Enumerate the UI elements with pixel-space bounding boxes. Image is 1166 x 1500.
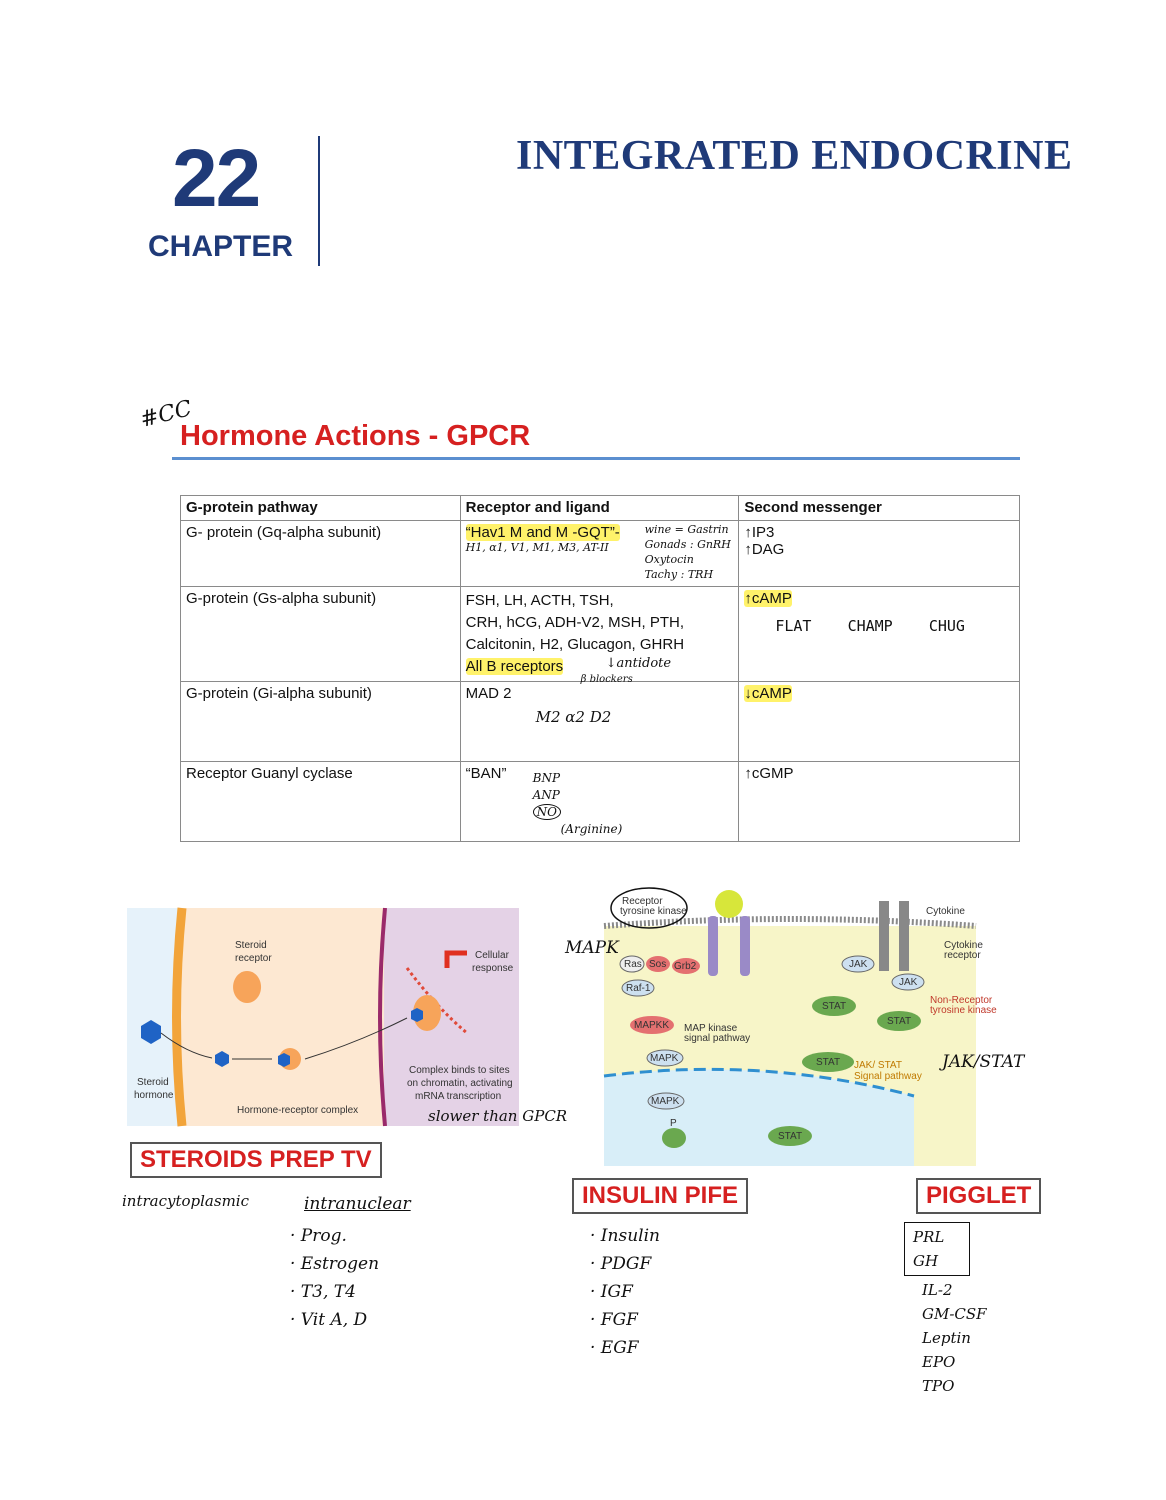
list-item: · T3, T4 xyxy=(290,1282,356,1302)
fig-label: MAPK xyxy=(650,1053,679,1064)
pathway-cell: G-protein (Gi-alpha subunit) xyxy=(181,682,461,762)
fig-label: JAK/ STAT xyxy=(854,1060,902,1071)
list-item: GH xyxy=(913,1252,939,1270)
note: ANP xyxy=(532,788,560,802)
side-note: Oxytocin xyxy=(644,553,694,566)
fig-label: STAT xyxy=(816,1057,841,1068)
ligand-text: “Hav1 M and M -GQT”- xyxy=(465,524,620,541)
messenger-cell xyxy=(739,682,1020,762)
messenger: ↓cAMP xyxy=(744,685,792,702)
ligand-cell xyxy=(460,682,739,762)
steroid-note: slower than GPCR xyxy=(428,1107,568,1125)
fig-label: Ras xyxy=(624,959,642,970)
gpcr-table xyxy=(180,495,1020,842)
fig-label: tyrosine kinase xyxy=(930,1005,997,1016)
table-header-row xyxy=(181,496,1020,521)
pigglet-box: PIGGLET xyxy=(916,1178,1041,1214)
fig-label: Steroid xyxy=(235,940,267,951)
fig-label: Complex binds to sites xyxy=(409,1065,510,1076)
ligand-note: H1, α1, V1, M1, M3, AT-II xyxy=(465,541,609,554)
table-row xyxy=(181,587,1020,682)
ligand-line: Calcitonin, H2, Glucagon, GHRH xyxy=(465,636,685,653)
ligand-cell xyxy=(460,587,739,685)
ligand-text: MAD 2 xyxy=(465,685,512,702)
sub-left: intracytoplasmic xyxy=(122,1192,249,1210)
col-header: G-protein pathway xyxy=(181,496,461,521)
fig-label: STAT xyxy=(822,1001,847,1012)
fig-label: receptor xyxy=(235,953,272,964)
mnemonic: FLAT xyxy=(775,617,812,635)
fig-label: on chromatin, activating xyxy=(407,1078,513,1089)
fig-label: JAK xyxy=(899,977,918,988)
fig-label: STAT xyxy=(887,1016,912,1027)
ligand-line: FSH, LH, ACTH, TSH, xyxy=(465,592,614,609)
section-mark: #CC xyxy=(137,396,195,433)
col-header: Receptor and ligand xyxy=(460,496,739,521)
ligand-note: M2 α2 D2 xyxy=(535,708,612,726)
list-item: · IGF xyxy=(590,1282,633,1302)
ligand-cell xyxy=(460,762,739,842)
list-item: · Prog. xyxy=(290,1226,347,1246)
list-item: PRL xyxy=(913,1228,945,1246)
messenger-cell: ↑cGMP xyxy=(739,762,1020,842)
ligand-line: CRH, hCG, ADH-V2, MSH, PTH, xyxy=(465,614,684,631)
list-item: EPO xyxy=(922,1353,956,1371)
fig-label: Signal pathway xyxy=(854,1071,922,1082)
list-item: · FGF xyxy=(590,1310,638,1330)
chapter-title: INTEGRATED ENDOCRINE xyxy=(516,133,1073,179)
fig-label: Non-Receptor xyxy=(930,995,993,1006)
fig-label: MAP kinase xyxy=(684,1023,738,1034)
list-item: · Insulin xyxy=(590,1226,660,1246)
note: NO xyxy=(533,804,561,820)
fig-label: Cytokine xyxy=(926,906,965,917)
list-item: GM-CSF xyxy=(922,1305,987,1323)
chapter-label: CHAPTER xyxy=(148,230,294,263)
pathway-cell: G-protein (Gs-alpha subunit) xyxy=(181,587,461,682)
mapk-note: MAPK xyxy=(565,938,619,958)
fig-label: Receptor xyxy=(622,896,663,907)
fig-label: mRNA transcription xyxy=(415,1091,502,1102)
jakstat-note: JAK/STAT xyxy=(942,1052,1025,1072)
steroid-figure xyxy=(127,908,519,1126)
insulin-box: INSULIN PIFE xyxy=(572,1178,748,1214)
ligand-notes xyxy=(533,770,623,838)
fig-label: STAT xyxy=(778,1131,803,1142)
fig-label: Hormone-receptor complex xyxy=(237,1105,359,1116)
note: (Arginine) xyxy=(560,822,623,836)
side-note: Tachy : TRH xyxy=(644,568,714,581)
table-row xyxy=(181,521,1020,587)
messenger-cell xyxy=(739,587,1020,682)
list-item: TPO xyxy=(922,1377,955,1395)
header-divider xyxy=(318,136,320,266)
section-underline xyxy=(172,457,1020,460)
chapter-number: 22 xyxy=(172,133,260,224)
ligand-note: β blockers xyxy=(580,674,633,685)
mnemonics xyxy=(775,617,965,635)
fig-label: MAPKK xyxy=(634,1020,670,1031)
ligand-cell xyxy=(460,521,739,587)
insulin-list xyxy=(590,1222,660,1362)
boxed-items xyxy=(904,1222,970,1276)
fig-label: tyrosine kinase xyxy=(620,906,687,917)
ligand-note: ↓antidote xyxy=(605,656,672,671)
ligand-line: All B receptors xyxy=(465,658,564,675)
mnemonic: CHUG xyxy=(928,617,965,635)
messenger: ↑IP3 xyxy=(744,524,775,541)
list-item: Leptin xyxy=(922,1329,971,1347)
fig-label: Raf-1 xyxy=(626,983,651,994)
table-row xyxy=(181,762,1020,842)
mnemonic: CHAMP xyxy=(847,617,893,635)
fig-label: response xyxy=(472,963,514,974)
ligand-text: “BAN” xyxy=(465,765,507,782)
section-title: Hormone Actions - GPCR xyxy=(180,420,531,452)
list-item: IL-2 xyxy=(922,1281,953,1299)
fig-label: signal pathway xyxy=(684,1033,751,1044)
steroids-box: STEROIDS PREP TV xyxy=(130,1142,382,1178)
messenger: ↑cAMP xyxy=(744,590,792,607)
sub-right: intranuclear xyxy=(304,1194,411,1214)
steroid-list xyxy=(290,1222,379,1334)
list-item: · Estrogen xyxy=(290,1254,380,1274)
note: BNP xyxy=(532,771,561,785)
receptor-figure xyxy=(604,886,997,1166)
fig-label: Cytokine xyxy=(944,940,983,951)
fig-label: Grb2 xyxy=(674,961,697,972)
side-note: Gonads : GnRH xyxy=(644,538,731,551)
fig-label: Sos xyxy=(649,959,667,970)
pathway-cell: G- protein (Gq-alpha subunit) xyxy=(181,521,461,587)
fig-label: MAPK xyxy=(651,1096,680,1107)
fig-label: Cellular xyxy=(475,950,509,961)
table-row xyxy=(181,682,1020,762)
fig-label: JAK xyxy=(849,959,868,970)
fig-label: hormone xyxy=(134,1090,174,1101)
fig-label: P xyxy=(670,1118,677,1129)
list-item: · Vit A, D xyxy=(290,1310,368,1330)
pathway-cell: Receptor Guanyl cyclase xyxy=(181,762,461,842)
messenger: ↑DAG xyxy=(744,541,785,558)
fig-label: receptor xyxy=(944,950,981,961)
side-note: wine = Gastrin xyxy=(644,523,729,536)
messenger-cell xyxy=(739,521,1020,587)
list-item: · EGF xyxy=(590,1338,639,1358)
pigglet-list xyxy=(922,1278,987,1398)
col-header: Second messenger xyxy=(739,496,1020,521)
list-item: · PDGF xyxy=(590,1254,652,1274)
fig-label: Steroid xyxy=(137,1077,169,1088)
ligand-side-notes xyxy=(645,522,731,582)
